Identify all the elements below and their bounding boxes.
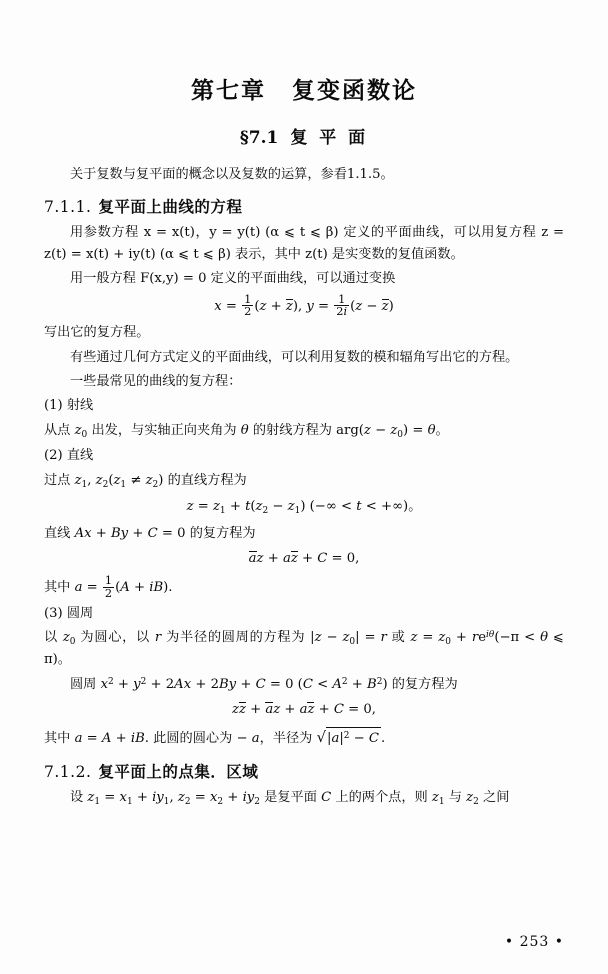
formula-transform: x = $\frac{1}{2}$ (z + z), y = $\frac{1}{2i}$ (z − z) — [214, 291, 394, 319]
section-number: §7.1 — [239, 128, 279, 148]
item-line-text: 过点 $z_1$, $z_2(z_1 \ne z_2)$ 的直线方程为 — [44, 472, 247, 490]
paragraph-write-complex-equation: 写出它的复方程。 — [44, 325, 150, 341]
subsection-7-1-1-title: 复平面上曲线的方程 — [98, 197, 243, 217]
chapter-number: 第七章 — [191, 77, 266, 104]
subsection-7-1-2-title: 复平面上的点集．区域 — [98, 761, 259, 781]
item-ray-text: 从点 $z_0$ 出发，与实轴正向夹角为 θ 的射线方程为 $arg(z - z_0) = \theta$。 — [44, 422, 449, 440]
formula-line-parametric: $z = z_1 + t(z_2 - z_1)$ (−∞ < t < +∞)。 — [186, 498, 422, 516]
paragraph-geometric-curves: 有些通过几何方式定义的平面曲线，可以利用复数的模和辐角写出它的方程。 — [70, 349, 519, 365]
paragraph-line-coefficient: 其中 a = $\frac{1}{2}$ (A + iB). — [44, 572, 173, 600]
paragraph-point-set: 设 $z_1 = x_1 + iy_1$, $z_2 = x_2 + iy_2$ 是复平面 C 上的两个点，则 $z_1$ 与 $z_2$ 之间 — [70, 789, 510, 807]
item-circle-text: 以 $z_0$ 为圆心，以 r 为半径的圆周的方程为 $|z - z_0| = r$ 或 $z = z_0 + re^{i\theta}(-\pi < \theta$ ⩽ π)。 — [44, 630, 564, 668]
item-circle-label: (3) 圆周 — [44, 605, 94, 621]
subsection-7-1-1-number: 7.1.1. — [44, 198, 92, 217]
paragraph-circle-general: 圆周 $x^2 + y^2 + 2Ax + 2By + C = 0$ $(C < A^2 + B^2)$ 的复方程为 — [70, 676, 458, 692]
page-number: • 253 • — [504, 934, 564, 950]
paragraph-parametric-equation-text: 用参数方程 x = x(t)，y = y(t) (α ⩽ t ⩽ β) 定义的平面曲线，可以用复方程 z = z(t) = x(t) + iy(t) (α ⩽ t ⩽ β) 表示，其中 z(t) 是实变数的复值函数。 — [44, 225, 564, 262]
chapter-name: 复变函数论 — [292, 77, 417, 104]
paragraph-common-curves: 一些最常见的曲线的复方程： — [70, 374, 242, 390]
paragraph-general-equation-text: 用一般方程 F(x,y) = 0 定义的平面曲线，可以通过变换 — [70, 271, 396, 287]
paragraph-circle-center-radius: 其中 a = A + iB. 此圆的圆心为 − a，半径为 $√|a|^2 - C$ . — [44, 726, 564, 750]
section-name: 复 平 面 — [290, 128, 369, 148]
section-title — [44, 123, 564, 148]
formula-circle-complex: zz + az + az + C = 0, — [232, 702, 376, 718]
formula-line-complex: az + az + C = 0, — [248, 551, 360, 567]
item-ray-label: (1) 射线 — [44, 398, 94, 414]
item-line-label: (2) 直线 — [44, 448, 94, 464]
paragraph-parametric-equation — [44, 222, 564, 265]
paragraph-line-general: 直线 Ax + By + C = 0 的复方程为 — [44, 526, 256, 542]
subsection-7-1-2-heading — [44, 760, 564, 782]
chapter-title — [44, 72, 564, 105]
paragraph-general-equation — [44, 268, 564, 289]
subsection-7-1-1-heading — [44, 195, 564, 217]
intro-paragraph: 关于复数与复平面的概念以及复数的运算，参看1.1.5。 — [70, 167, 394, 182]
subsection-7-1-2-number: 7.1.2. — [44, 762, 92, 781]
